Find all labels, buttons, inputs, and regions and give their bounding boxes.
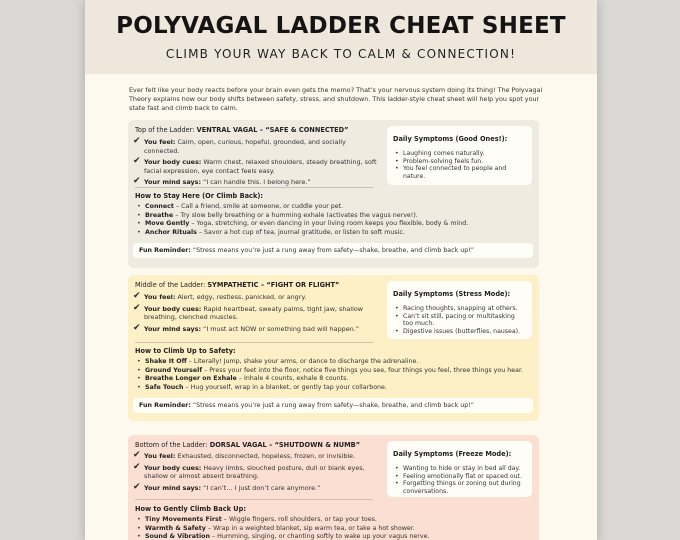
check-icon: ✔ [133,136,141,146]
symptoms-title: Daily Symptoms (Stress Mode): [393,290,511,298]
how-title: How to Climb Up to Safety: [135,347,236,355]
daily-symptoms-box [387,441,532,497]
cue-mind: ✔ Your mind says: “I can’t… I just don’t care anymore.” [133,481,321,492]
check-icon: ✔ [133,156,141,167]
symptom-item: • Laughing comes naturally. [393,150,525,158]
page-title: POLYVAGAL LADDER CHEAT SHEET [116,13,566,39]
section-sympathetic [128,275,539,421]
check-icon: ✔ [133,302,141,313]
divider [135,342,373,343]
symptoms-list [393,305,525,335]
fun-reminder: Fun Reminder: “Stress means you’re just a rung away from safety—shake, breathe, and climb back up!” [133,398,533,413]
page-subtitle: CLIMB YOUR WAY BACK TO CALM & CONNECTION! [165,47,517,61]
check-icon: ✔ [133,176,141,187]
strategy-item: • Move Gently – Yoga, stretching, or even dancing in your living room keeps you flexible, body & mind. [135,220,535,229]
symptom-item: • Wanting to hide or stay in bed all day. [393,465,525,473]
cue-mind: ✔ Your mind says: “I can handle this. I belong here.” [133,176,311,187]
check-icon: ✔ [133,291,141,301]
strategy-item: • Connect – Call a friend, smile at someone, or cuddle your pet. [135,203,535,212]
strategy-item: • Shake It Off – Literally! Jump, shake your arms, or dance to discharge the adrenaline. [135,358,535,367]
check-icon: ✔ [133,450,141,460]
daily-symptoms-box [387,126,532,185]
symptom-item: • Problem-solving feels fun. [393,158,525,166]
strategy-item: • Safe Touch – Hug yourself, wrap in a blanket, or gently tap your collarbone. [135,384,535,393]
strategy-item: • Tiny Movements First – Wiggle fingers, roll shoulders, or tap your toes. [135,516,535,525]
strategy-list [135,516,535,540]
check-icon: ✔ [133,481,141,492]
cue-you-feel: ✔ You feel: Exhausted, disconnected, hopeless, frozen, or invisible. [133,450,356,460]
cue-mind: ✔ Your mind says: “I must act NOW or something bad will happen.” [133,322,360,333]
cue-you-feel: ✔ You feel: Calm, open, curious, hopeful, grounded, and socially connected. [133,136,346,155]
daily-symptoms-box [387,281,532,339]
intro-paragraph: Ever felt like your body reacts before your brain even gets the memo? That’s your nervous system doing its thing! The Polyvagal Theory explains how our body shifts between safety, stress, and shutdown. This ladder-style cheat sheet will help you spot your state fast and climb back to calm. [129,86,543,113]
divider [135,187,373,188]
state-cues [133,452,383,495]
symptoms-title: Daily Symptoms (Good Ones!): [393,135,508,143]
strategy-list [135,203,535,237]
how-title: How to Stay Here (Or Climb Back): [135,192,263,200]
symptoms-list [393,150,525,180]
state-cues [133,138,383,190]
strategy-item: • Anchor Rituals – Savor a hot cup of tea, journal gratitude, or listen to soft music. [135,229,535,238]
section-dorsal-vagal [128,435,539,540]
cheat-sheet-page [85,0,597,540]
strategy-item: • Ground Yourself – Press your feet into the floor, notice five things you see, four things you feel, three things you hear. [135,367,535,376]
section-heading: Middle of the Ladder: SYMPATHETIC – “FIGHT OR FLIGHT” [135,281,340,289]
symptom-item: • Forgetting things or zoning out during conversations. [393,480,525,495]
strategy-item: • Sound & Vibration – Humming, singing, or chanting softly to wake up your vagus nerve. [135,533,535,540]
symptom-item: • Digestive issues (butterflies, nausea). [393,328,525,336]
check-icon: ✔ [133,461,141,472]
divider [135,499,373,500]
cue-body: ✔ Your body cues: Rapid heartbeat, sweaty palms, tight jaw, shallow breathing, clenched muscles. [133,302,363,322]
cue-body: ✔ Your body cues: Heavy limbs, slouched posture, dull or blank eyes, shallow or almost absent breathing. [133,461,365,481]
symptom-item: • You feel connected to people and nature. [393,165,525,180]
section-heading: Top of the Ladder: VENTRAL VAGAL – “SAFE & CONNECTED” [135,126,349,134]
fun-reminder: Fun Reminder: “Stress means you’re just a rung away from safety—shake, breathe, and climb back up!” [133,243,533,258]
check-icon: ✔ [133,322,141,333]
strategy-item: • Breathe Longer on Exhale – Inhale 4 counts, exhale 8 counts. [135,375,535,384]
header-banner [85,0,597,74]
cue-body: ✔ Your body cues: Warm chest, relaxed shoulders, steady breathing, soft facial expression, eye contact feels easy. [133,156,377,175]
symptom-item: • Can’t sit still, pacing or multitasking too much. [393,313,525,328]
symptom-item: • Feeling emotionally flat or spaced out. [393,473,525,481]
strategy-item: • Breathe – Try slow belly breathing or a humming exhale (activates the vagus nerve!). [135,212,535,221]
strategy-list [135,358,535,392]
state-cues [133,293,383,336]
how-title: How to Gently Climb Back Up: [135,505,247,513]
symptom-item: • Racing thoughts, snapping at others. [393,305,525,313]
symptoms-title: Daily Symptoms (Freeze Mode): [393,450,512,458]
section-ventral-vagal [128,120,539,268]
cue-you-feel: ✔ You feel: Alert, edgy, restless, panicked, or angry. [133,291,307,301]
symptoms-list [393,465,525,495]
strategy-item: • Warmth & Safety – Wrap in a weighted blanket, sip warm tea, or take a hot shower. [135,525,535,534]
section-heading: Bottom of the Ladder: DORSAL VAGAL – “SHUTDOWN & NUMB” [135,441,361,449]
